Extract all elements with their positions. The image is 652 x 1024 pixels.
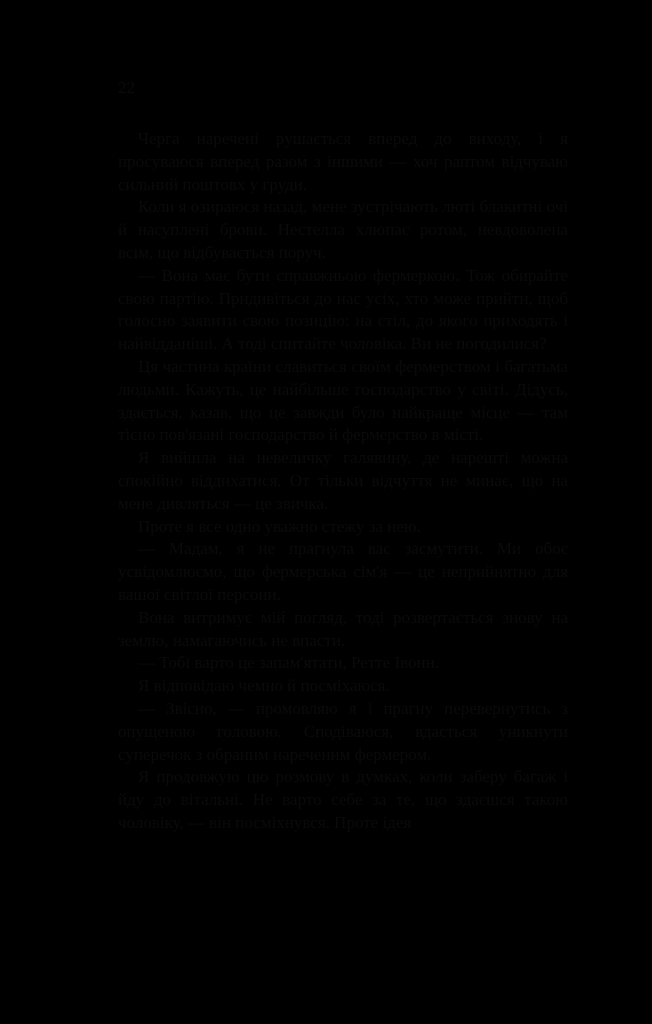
paragraph: Черга наречені рушається вперед до виходу, і я просуваюся вперед разом з іншими — хоч раптом відчуваю сильний поштовх у груди. — [118, 129, 568, 194]
paragraph: Я вийшла на невеличку галявину, де нарешті можна спокійно віддихатися. От тільки відчуття не минає, що на мене дивляться — це звичка. — [118, 448, 568, 513]
paragraph: Ця частина країни славиться своїм фермерством і багатьма людьми. Кажуть, це найбільше господарство у світі. Дідусь, здається, казав, що це завжди було найкраще місце — там тісно пов'язані господарство й фермерство в місті. — [118, 356, 568, 445]
paragraph: Вона витримує мій погляд, тоді розвертається знову на землю, намагаючись не впасти. — [118, 607, 568, 650]
paragraph: Коли я озираюся назад, мене зустрічають люті блакитні очі й насуплені брови. Нестелла хлюпає ротом, невдоволена всім, що відбувається поруч. — [118, 197, 568, 262]
paragraph: — Мадам, я не прагнула вас засмутити. Ми обоє усвідомлюємо, що фермерська сім'я — це неприйнятно для вашої світлої персони. — [118, 539, 568, 604]
paragraph: Я продовжую цю розмову в думках, коли заберу багаж і йду до вітальні. Не варто себе за те, що здаєшся такою чоловіку, — він посміхнувся. Проте ідея — [118, 767, 568, 832]
page-number: 22 — [118, 78, 135, 97]
paragraph: — Тобі варто це запам'ятати, Ретте Івонн. — [138, 653, 439, 673]
paragraph: Я відповідаю чемно й посміхаюся. — [138, 676, 390, 696]
body-text — [118, 128, 568, 835]
paragraph: — Вона має бути справжньою фермеркою. Тож обирайте свою партію. Придивіться до нас усіх, хто може прийти, щоб голосно заявити свою позицію: на стіл, до якого приходять і найвідданіші. А тоді спитайте чоловіка. Ви не погодилися? — [118, 265, 568, 354]
paragraph: Проте я все одно уважно стежу за нею. — [138, 516, 421, 536]
paragraph: — Звісно, — промовляю я і прагну перевернутись з опущеною головою. Сподіваюся, вдасться уникнути суперечок з обраним нареченим фермером. — [118, 698, 568, 764]
